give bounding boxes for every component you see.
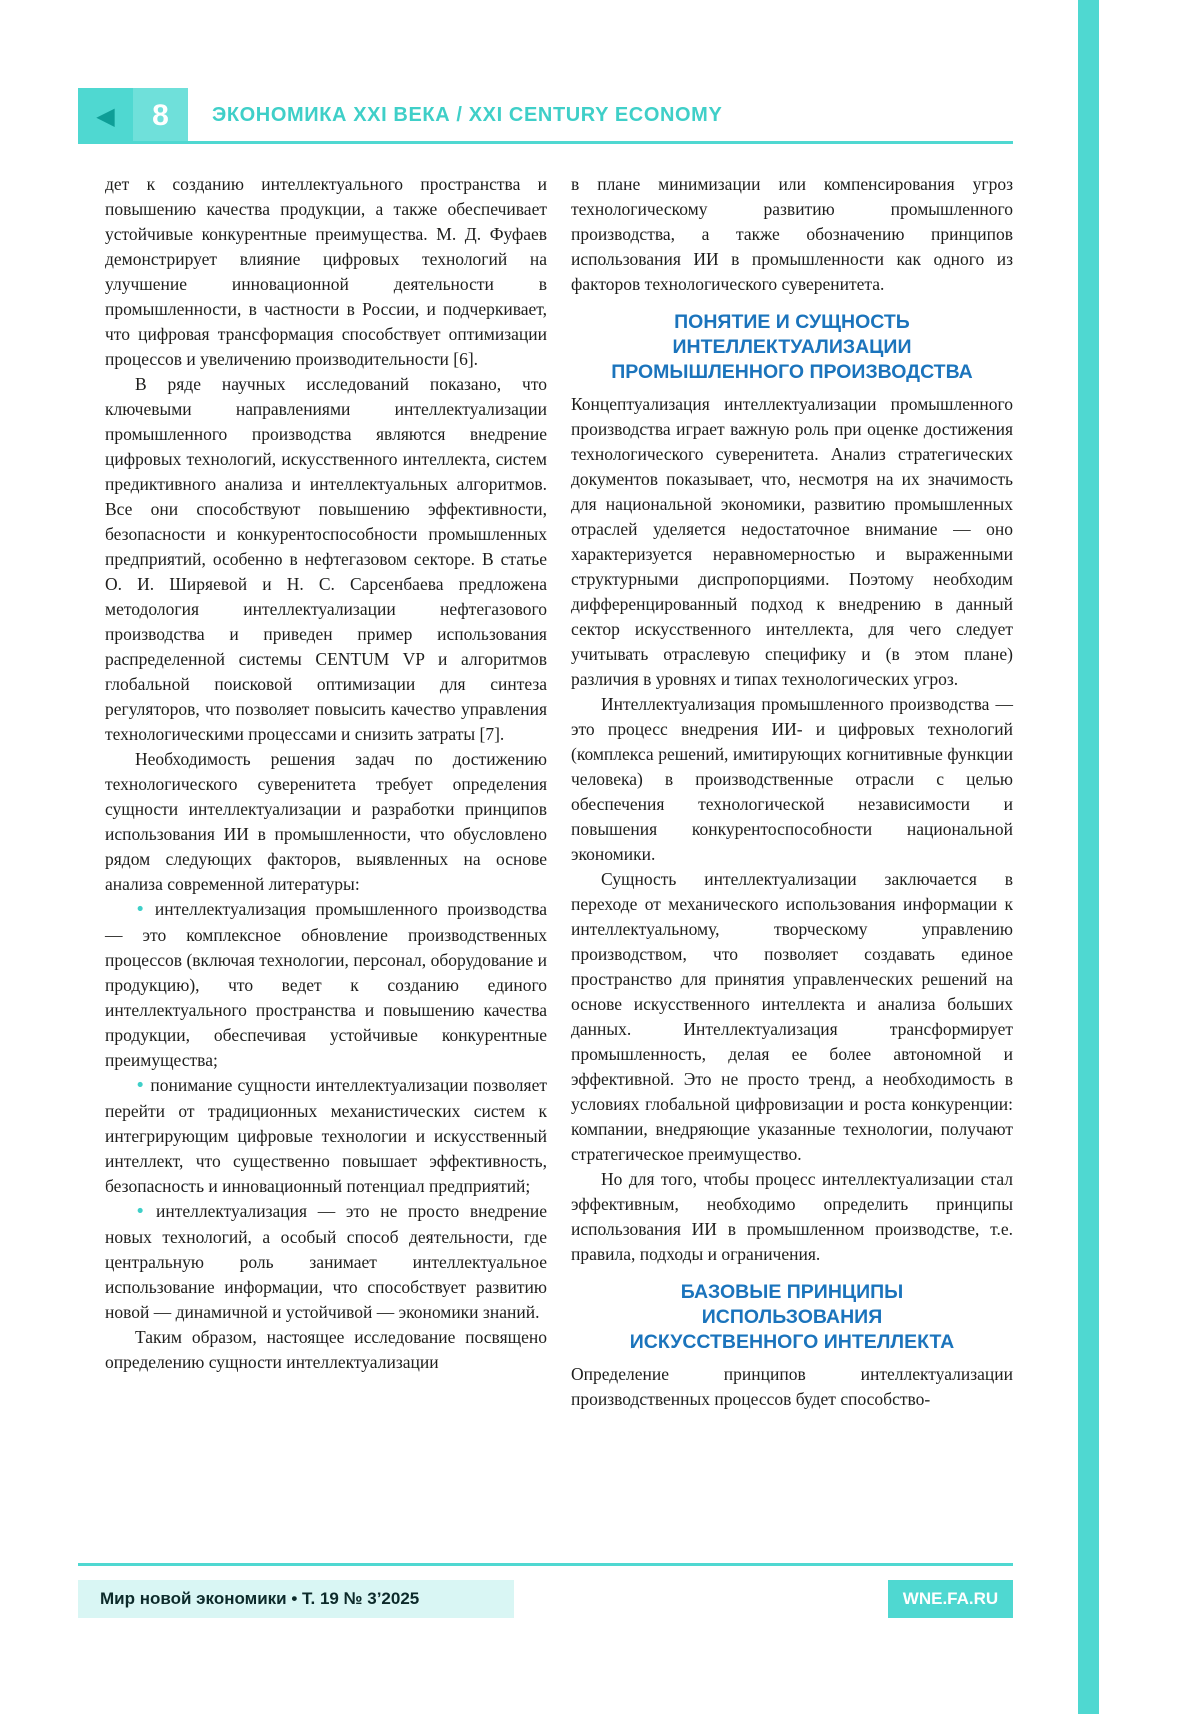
section-heading: БАЗОВЫЕ ПРИНЦИПЫ ИСПОЛЬЗОВАНИЯ ИСКУССТВЕННОГО ИНТЕЛЛЕКТА (629, 1281, 955, 1353)
paragraph: дет к созданию интеллектуального пространства и повышению качества продукции, а также обеспечивает устойчивые конкурентные преимущества. М. Д. Фуфаев демонстрирует влияние цифровых технологий на улучшение инновационной деятельности в промышленности, в частности в России, и подчеркивает, что цифровая трансформация способствует оптимизации процессов и увеличению производительности [6]. (105, 174, 547, 369)
paragraph: Таким образом, настоящее исследование посвящено определению сущности интеллектуализации (105, 1327, 547, 1372)
back-arrow-icon: ◀ (96, 101, 115, 130)
paragraph: Определение принципов интеллектуализации производственных процессов будет способство- (571, 1364, 1013, 1409)
side-accent-bar (1078, 0, 1099, 1714)
paragraph: Концептуализация интеллектуализации промышленного производства играет важную роль при оценке достижения технологического суверенитета. Анализ стратегических документов показывает, что, несмотря на их значимость для национальной экономики, развитию промышленных отраслей уделяется недостаточное внимание — оно характеризуется неравномерностью и выраженными структурными диспропорциями. Поэтому необходим дифференцированный подход к внедрению в данный сектор искусственного интеллекта, для чего следует учитывать отраслевую специфику и (в этом плане) различия в уровнях и типах технологических угроз. (571, 394, 1013, 689)
bullet-item: • интеллектуализация — это не просто внедрение новых технологий, а особый способ деятельности, где центральную роль занимает интеллектуальное использование информации, что способствует развитию новой — динамичной и устойчивой — экономики знаний. (105, 1201, 547, 1322)
journal-footer-citation: Мир новой экономики • Т. 19 № 3’2025 (78, 1580, 514, 1618)
bullet-item: • интеллектуализация промышленного производства — это комплексное обновление производственных процессов (включая технологии, персонал, оборудование и продукцию), что ведет к созданию единого интеллектуального пространства и повышению качества продукции, обеспечивая устойчивые конкурентные преимущества; (105, 899, 547, 1070)
footer-rule (78, 1563, 1013, 1566)
page-number-box (133, 88, 188, 143)
paragraph: в плане минимизации или компенсирования угроз технологическому развитию промышленного производства, а также обозначению принципов использования ИИ в промышленности как одного из факторов технологического суверенитета. (571, 174, 1013, 294)
running-head-title: ЭКОНОМИКА XXI ВЕКА / XXI CENTURY ECONOMY (212, 104, 723, 126)
article-body (105, 172, 1013, 1412)
section-heading: ПОНЯТИЕ И СУЩНОСТЬ ИНТЕЛЛЕКТУАЛИЗАЦИИ ПРОМЫШЛЕННОГО ПРОИЗВОДСТВА (611, 311, 973, 383)
journal-footer-url: WNE.FA.RU (888, 1580, 1013, 1618)
left-column (105, 172, 547, 1412)
bullet-item: • понимание сущности интеллектуализации позволяет перейти от традиционных механистических систем к интегрирующим цифровые технологии и искусственный интеллект, что существенно повышает эффективность, безопасность и инновационный потенциал предприятий; (105, 1075, 547, 1196)
right-column (571, 172, 1013, 1412)
header-rule (78, 141, 1013, 144)
paragraph: В ряде научных исследований показано, что ключевыми направлениями интеллектуализации промышленного производства являются внедрение цифровых технологий, искусственного интеллекта, систем предиктивного анализа и интеллектуальных алгоритмов. Все они способствуют повышению эффективности, безопасности и конкурентоспособности промышленных предприятий, особенно в нефтегазовом секторе. В статье О. И. Ширяевой и Н. С. Сарсенбаева предложена методология интеллектуализации нефтегазового производства и приведен пример использования распределенной системы CENTUM VP и алгоритмов глобальной поисковой оптимизации для синтеза регуляторов, что позволяет повысить качество управления технологическими процессами и снизить затраты [7]. (105, 374, 547, 744)
paragraph: Сущность интеллектуализации заключается в переходе от механического использования информации к интеллектуальному, творческому управлению производством, что позволяет создавать единое пространство для принятия управленческих решений на основе искусственного интеллекта и анализа больших данных. Интеллектуализация трансформирует промышленность, делая ее более автономной и эффективной. Это не просто тренд, а необходимость в условиях глобальной цифровизации и роста конкуренции: компании, внедряющие указанные технологии, получают стратегическое преимущество. (571, 869, 1013, 1164)
page-header (78, 88, 1013, 143)
bullet-icon: • (135, 1076, 146, 1096)
back-arrow-box (78, 88, 133, 143)
paragraph: Интеллектуализация промышленного производства — это процесс внедрения ИИ- и цифровых технологий (комплекса решений, имитирующих когнитивные функции человека) в производственные отрасли с целью обеспечения технологической независимости и повышения конкурентоспособности национальной экономики. (571, 694, 1013, 864)
page-number: 8 (152, 98, 169, 132)
bullet-icon: • (135, 900, 146, 920)
bullet-icon: • (135, 1202, 146, 1222)
paragraph: Необходимость решения задач по достижению технологического суверенитета требует определения сущности интеллектуализации и разработки принципов использования ИИ в промышленности, что обусловлено рядом следующих факторов, выявленных на основе анализа современной литературы: (105, 749, 547, 894)
paragraph: Но для того, чтобы процесс интеллектуализации стал эффективным, необходимо определить принципы использования ИИ в промышленном производстве, т.е. правила, подходы и ограничения. (571, 1169, 1013, 1264)
